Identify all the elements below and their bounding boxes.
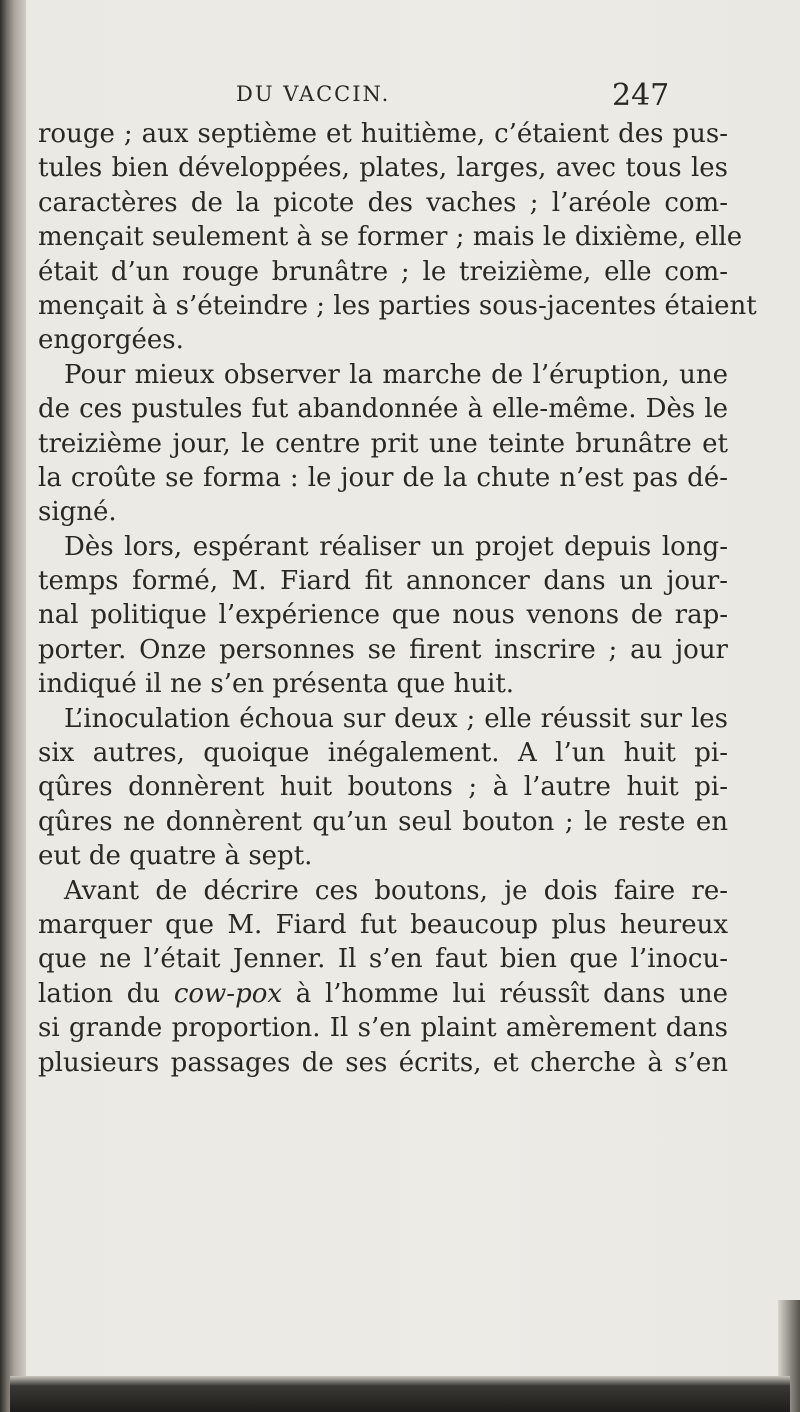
paragraph-start: Pour mieux observer la marche de l’éruption, une	[64, 359, 728, 390]
text-line: signé.	[38, 497, 117, 528]
text-line-with-italic	[38, 977, 728, 1011]
text-line: six autres, quoique inégalement. A l’un huit pi-	[38, 738, 728, 769]
text-line: treizième jour, le centre prit une teinte brunâtre et	[38, 428, 728, 459]
text-line: eut de quatre à sept.	[38, 841, 313, 872]
text-line: plusieurs passages de ses écrits, et cherche à s’en	[38, 1047, 728, 1078]
text-line: temps formé, M. Fiard fit annoncer dans un jour-	[38, 566, 728, 597]
text-line: nal politique l’expérience que nous venons de rap-	[38, 600, 728, 631]
page-binding-shadow	[0, 0, 26, 1412]
text-line: porter. Onze personnes se firent inscrire ; au jour	[38, 634, 728, 665]
paragraph-start: L’inoculation échoua sur deux ; elle réussit sur les	[64, 703, 728, 734]
text-line: qûres ne donnèrent qu’un seul bouton ; le reste en	[38, 806, 728, 837]
paragraph-start: Avant de décrire ces boutons, je dois faire re-	[64, 875, 728, 906]
text-line: tules bien développées, plates, larges, avec tous les	[38, 153, 728, 184]
text-line: était d’un rouge brunâtre ; le treizième, elle com-	[38, 256, 728, 287]
text-line: de ces pustules fut abandonnée à elle-même. Dès le	[38, 394, 728, 425]
text-line: indiqué il ne s’en présenta que huit.	[38, 669, 515, 700]
italic-term: cow-pox	[173, 978, 283, 1009]
text-line: engorgées.	[38, 325, 184, 356]
paragraph-start: Dès lors, espérant réaliser un projet depuis long-	[64, 531, 728, 562]
text-line: rouge ; aux septième et huitième, c’étaient des pus-	[38, 119, 728, 149]
text-line: mençait seulement à se former ; mais le dixième, elle	[38, 222, 743, 253]
text-line: que ne l’était Jenner. Il s’en faut bien que l’inocu-	[38, 944, 728, 975]
text-line: mençait à s’éteindre ; les parties sous-jacentes étaient	[38, 290, 757, 321]
running-title: DU VACCIN.	[236, 82, 391, 106]
text-line: si grande proportion. Il s’en plaint amèrement dans	[38, 1013, 728, 1044]
text-line: marquer que M. Fiard fut beaucoup plus heureux	[38, 909, 728, 940]
running-head	[0, 78, 800, 122]
line-start: lation du	[38, 978, 161, 1009]
page-bottom-edge	[10, 1376, 790, 1412]
line-end: à l’homme lui réussît dans une	[295, 978, 728, 1009]
text-line: caractères de la picote des vaches ; l’aréole com-	[38, 187, 728, 218]
page-number: 247	[612, 78, 670, 113]
text-line: la croûte se forma : le jour de la chute n’est pas dé-	[38, 462, 728, 493]
body-text	[38, 117, 757, 1080]
text-line: qûres donnèrent huit boutons ; à l’autre huit pi-	[38, 772, 728, 803]
